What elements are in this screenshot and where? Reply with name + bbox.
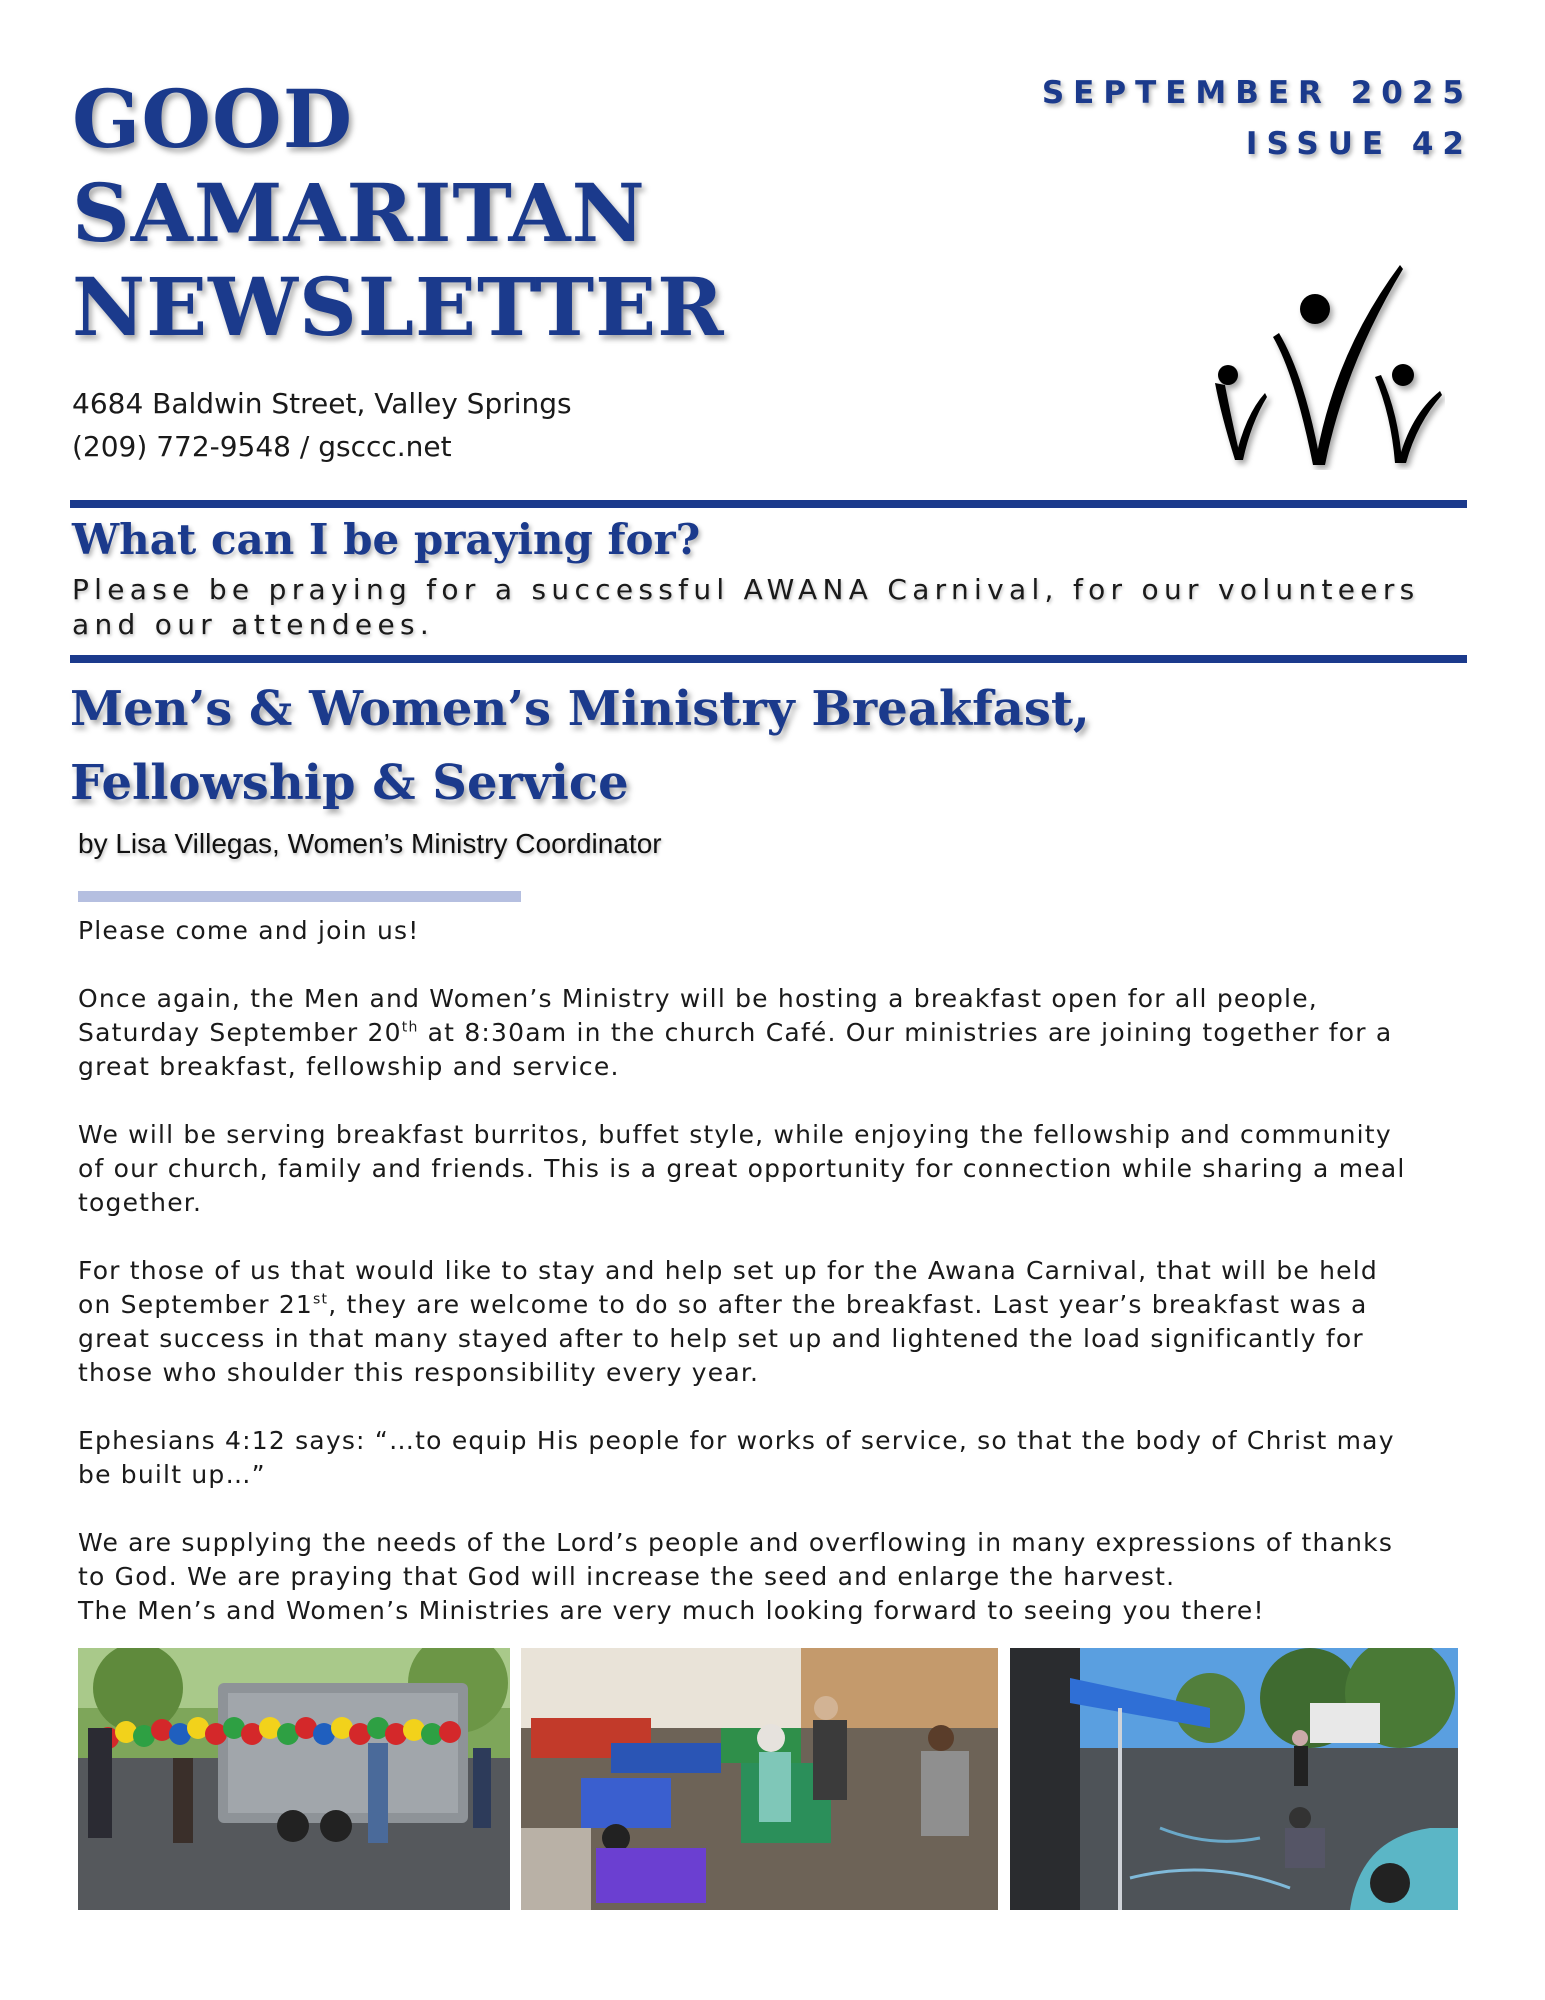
- paragraph-closing: We are supplying the needs of the Lord’s people and overflowing in many expressions of thanks to God. We are praying that God will increase the seed and enlarge the harvest. The Men’s and Women’s Ministries are very much looking forward to seeing you there!: [78, 1528, 1394, 1625]
- ordinal-suffix: st: [313, 1291, 329, 1308]
- photo-outdoor-carnival: [1010, 1648, 1458, 1910]
- article-byline: by Lisa Villegas, Women’s Ministry Coordinator: [78, 828, 662, 859]
- issue-date: SEPTEMBER 2025: [1041, 75, 1473, 111]
- photo-indoor-volunteers: [521, 1648, 998, 1910]
- paragraph-menu: We will be serving breakfast burritos, buffet style, while enjoying the fellowship and community of our church, family and friends. This is a great opportunity for connection while sharing a meal together.: [78, 1120, 1406, 1217]
- title-line-3: NEWSLETTER: [72, 260, 725, 354]
- phone-website: (209) 772-9548 / gsccc.net: [72, 430, 452, 463]
- paragraph-breakfast-text-b: at 8:30am in the church Café. Our ministries are joining together for a great breakfast, fellowship and service.: [78, 1018, 1393, 1081]
- newsletter-title: [72, 72, 725, 354]
- photo-balloon-arch: [78, 1648, 510, 1910]
- title-line-1: GOOD: [72, 72, 354, 166]
- issue-number: ISSUE 42: [1245, 126, 1473, 162]
- title-line-2: SAMARITAN: [72, 166, 646, 260]
- paragraph-carnival-text-b: , they are welcome to do so after the breakfast. Last year’s breakfast was a great success in that many stayed after to help set up and lightened the load significantly for those who shoulder this responsibility every year.: [78, 1290, 1368, 1387]
- accent-bar: [78, 891, 521, 902]
- three-people-raised-arms-icon: [1195, 265, 1445, 470]
- paragraph-breakfast-text-a: Once again, the Men and Women’s Ministry will be hosting a breakfast open for all people, Saturday September 20: [78, 984, 1318, 1047]
- prayer-heading: What can I be praying for?: [72, 515, 701, 564]
- middle-divider: [70, 655, 1467, 663]
- address: 4684 Baldwin Street, Valley Springs: [72, 387, 572, 420]
- paragraph-carnival-text-a: For those of us that would like to stay and help set up for the Awana Carnival, that will be held on September 21: [78, 1256, 1378, 1319]
- ordinal-suffix: th: [401, 1019, 419, 1036]
- article-body: [78, 914, 1488, 1628]
- paragraph-invite: Please come and join us!: [78, 916, 420, 945]
- article-title: [70, 672, 1090, 820]
- paragraph-breakfast-details: [78, 982, 1488, 1084]
- article-title-line-2: Fellowship & Service: [70, 755, 629, 811]
- prayer-text: Please be praying for a successful AWANA Carnival, for our volunteers and our attendees.: [72, 573, 1420, 641]
- paragraph-scripture: Ephesians 4:12 says: “…to equip His people for works of service, so that the body of Christ may be built up…”: [78, 1426, 1395, 1489]
- article-title-line-1: Men’s & Women’s Ministry Breakfast,: [70, 681, 1090, 737]
- contact-info: [72, 382, 572, 468]
- paragraph-carnival-setup: [78, 1254, 1488, 1390]
- issue-info: [1042, 68, 1473, 170]
- top-divider: [70, 500, 1467, 508]
